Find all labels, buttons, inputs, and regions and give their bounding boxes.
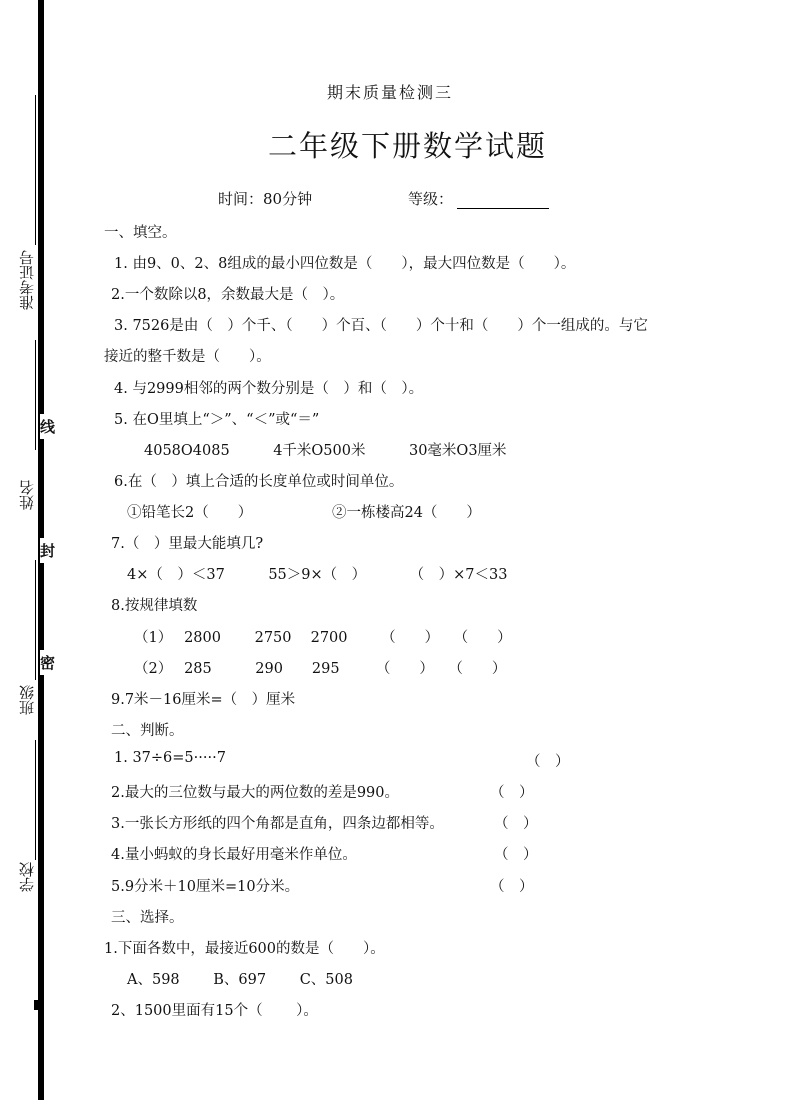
question-line: 接近的整千数是（ ）。 [104,349,271,365]
field-line-class [35,560,36,680]
choice-question: 2、1500里面有15个（ ）。 [111,1003,318,1019]
binding-mark-seal: 封 [40,538,55,563]
question-line: 3. 7526是由（ ）个千、（ ）个百、（ ）个十和（ ）个一组成的。与它 [114,318,648,334]
question-line: ①铅笔长2（ ） ②一栋楼高24（ ） [127,505,481,521]
judge-item-text: 5.9分米＋10厘米=10分米。 [111,879,300,895]
field-label-school: 学校 [18,862,36,892]
choice-options: A、598 B、697 C、508 [127,972,353,988]
grade-blank[interactable] [457,194,549,209]
judge-item-paren: （ ） [526,754,570,770]
question-line: （1） 2800 2750 2700 （ ） （ ） [134,630,512,646]
question-line: 4×（ ）＜37 55＞9×（ ） （ ）×7＜33 [127,567,508,583]
question-line: 8.按规律填数 [111,598,198,614]
field-label-class: 班级 [18,685,36,715]
exam-title: 二年级下册数学试题 [268,129,548,163]
exam-time: 时间：80分钟 [218,190,313,208]
question-line: 5. 在O里填上“＞”、“＜”或“＝” [114,412,320,428]
choice-question: 1.下面各数中，最接近600的数是（ ）。 [104,941,385,957]
grade-label: 等级： [408,190,454,208]
question-line: 6.在（ ）填上合适的长度单位或时间单位。 [114,474,404,490]
question-line: 1. 由9、0、2、8组成的最小四位数是（ ），最大四位数是（ ）。 [114,256,576,272]
question-line: 7.（ ）里最大能填几? [111,536,264,552]
binding-tick [34,1000,40,1010]
question-line: （2） 285 290 295 （ ） （ ） [134,661,507,677]
judge-item-paren: （ ） [494,816,538,832]
field-line-exam-number [35,95,36,245]
judge-item-text: 1. 37÷6=5·····7 [114,750,226,766]
question-line: 4058O4085 4千米O500米 30毫米O3厘米 [144,443,507,459]
field-label-exam-number: 准考证号 [18,250,36,310]
question-line: 9.7米－16厘米=（ ）厘米 [111,692,296,708]
section-heading-choice: 三、选择。 [111,910,184,926]
grade-field [408,188,549,209]
judge-item-text: 2.最大的三位数与最大的两位数的差是990。 [111,785,400,801]
section-heading-judge: 二、判断。 [111,723,184,739]
binding-mark-line: 线 [40,414,55,439]
judge-item-paren: （ ） [494,847,538,863]
field-label-name: 姓名 [18,480,36,510]
question-line: 4. 与2999相邻的两个数分别是（ ）和（ ）。 [114,381,424,397]
section-heading-fill: 一、填空。 [104,225,177,241]
question-line: 2.一个数除以8，余数最大是（ ）。 [111,287,345,303]
judge-item-paren: （ ） [490,879,534,895]
judge-item-text: 4.量小蚂蚁的身长最好用毫米作单位。 [111,847,357,863]
judge-item-paren: （ ） [490,785,534,801]
binding-mark-secret: 密 [40,650,55,675]
field-line-name [35,340,36,450]
exam-subtitle: 期末质量检测三 [327,83,454,102]
judge-item-text: 3.一张长方形纸的四个角都是直角，四条边都相等。 [111,816,444,832]
field-line-school [35,740,36,860]
